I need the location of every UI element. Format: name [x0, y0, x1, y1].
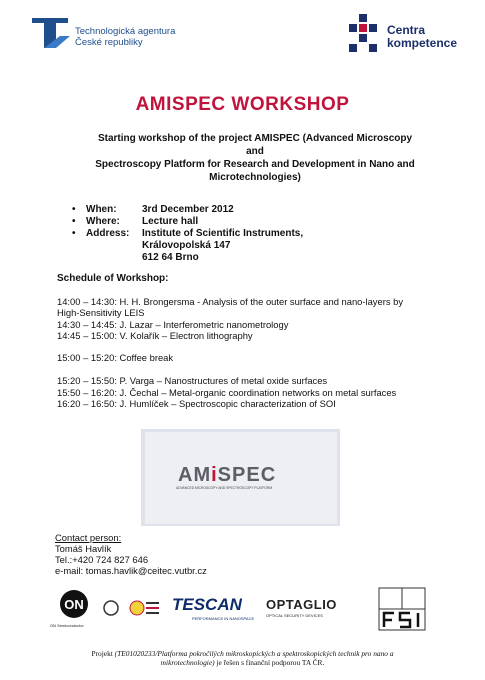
footer-project-title: (TE01020233/Platforma pokročilých mikroskopických a spektroskopických technik pro nano a — [114, 649, 394, 658]
intro-line: Spectroscopy Platform for Research and Development in Nano and — [95, 159, 415, 170]
schedule-item: 14:45 – 15:00: V. Kolařík – Electron lithography — [57, 330, 253, 341]
fsi-letter-s — [400, 613, 410, 627]
ck-square-4 — [359, 34, 367, 42]
ck-name-line2: kompetence — [387, 36, 458, 50]
schedule-item: High-Sensitivity LEIS — [57, 307, 145, 318]
amispec-logo-part: SPEC — [217, 464, 277, 486]
centra-kompetence-name — [387, 24, 457, 50]
info-key: Where: — [86, 216, 120, 227]
amispec-logo-i: i — [211, 464, 218, 486]
ck-square-2 — [349, 24, 357, 32]
schedule-heading: Schedule of Workshop: — [57, 273, 169, 284]
footer-line1 — [50, 649, 435, 658]
tescan-tagline: PERFORMANCE IN NANOSPACE — [192, 616, 255, 621]
osram-emblem — [130, 601, 144, 615]
info-value: Lecture hall — [142, 216, 199, 227]
info-value: 3rd December 2012 — [142, 204, 234, 215]
info-address — [72, 228, 303, 240]
ck-name-line1: Centra — [387, 23, 426, 37]
contact-heading: Contact person: — [55, 532, 122, 543]
schedule-item: 14:30 – 14:45: J. Lazar – Interferometric nanometrology — [57, 319, 289, 330]
optaglio-logo: OPTAGLIO — [266, 597, 337, 612]
on-semiconductor-logo: ON — [60, 590, 88, 618]
schedule-item: 15:50 – 16:20: J. Čechal – Metal-organic coordination networks on metal surfaces — [57, 387, 397, 398]
on-semiconductor-name: ON Semiconductor — [50, 623, 84, 628]
schedule-item: 15:20 – 15:50: P. Varga – Nanostructures of metal oxide surfaces — [57, 375, 328, 386]
intro-line: Starting workshop of the project AMISPEC (Advanced Microscopy and — [97, 133, 413, 157]
schedule-item: 15:00 – 15:20: Coffee break — [57, 352, 174, 363]
osram-logo — [103, 596, 161, 620]
amispec-subtitle: ADVANCED MICROSCOPY AND SPECTROSCOPY PLATFORM — [176, 486, 273, 490]
contact-email[interactable]: e-mail: tomas.havlik@ceitec.vutbr.cz — [55, 565, 207, 576]
address-line: 612 64 Brno — [142, 252, 199, 263]
intro-line: Microtechnologies) — [209, 172, 301, 183]
ta-name-line1: Technologická agentura — [75, 26, 176, 37]
footer-text: Projekt — [91, 649, 115, 658]
address-line: Královopolská 147 — [142, 240, 231, 251]
footer-text: je řešen s finanční podporou TA ČR. — [214, 658, 325, 667]
ck-square-3 — [369, 24, 377, 32]
info-where — [72, 216, 198, 228]
bullet-icon: • — [72, 228, 76, 239]
info-value: Institute of Scientific Instruments, — [142, 228, 304, 239]
amispec-logo — [178, 464, 276, 487]
ck-square-6 — [369, 44, 377, 52]
ta-name-line2: České republiky — [75, 37, 143, 48]
page-title: AMISPEC WORKSHOP — [135, 94, 350, 115]
ta-cr-name — [75, 26, 175, 48]
ck-square-1 — [359, 14, 367, 22]
footer-project-title: mikrotechnologie) — [160, 658, 215, 667]
bullet-icon: • — [72, 216, 76, 227]
tescan-logo: TESCAN — [172, 595, 242, 614]
amispec-logo-part: AM — [178, 464, 212, 486]
schedule-item: 14:00 – 14:30: H. H. Brongersma - Analysis of the outer surface and nano-layers by — [57, 296, 404, 307]
optaglio-tagline: OPTICAL SECURITY DEVICES — [266, 613, 323, 618]
osram-text-mark — [146, 612, 159, 614]
info-when — [72, 204, 234, 216]
contact-tel: Tel.:+420 724 827 646 — [55, 554, 149, 565]
ck-center-square — [359, 24, 367, 32]
footer-line2 — [50, 658, 435, 667]
info-key: Address: — [86, 228, 130, 239]
osram-text-mark — [146, 602, 159, 604]
fsi-letter-f — [384, 613, 394, 627]
fsi-logo — [378, 587, 426, 631]
intro-paragraph — [95, 132, 415, 184]
info-key: When: — [86, 204, 117, 215]
osram-text-mark — [146, 607, 159, 609]
contact-name: Tomáš Havlík — [55, 543, 112, 554]
osram-circle — [104, 601, 118, 615]
bullet-icon: • — [72, 204, 76, 215]
schedule-item: 16:20 – 16:50: J. Humlíček – Spectroscopic characterization of SOI — [57, 398, 336, 409]
footer-note — [50, 649, 435, 667]
ck-square-5 — [349, 44, 357, 52]
